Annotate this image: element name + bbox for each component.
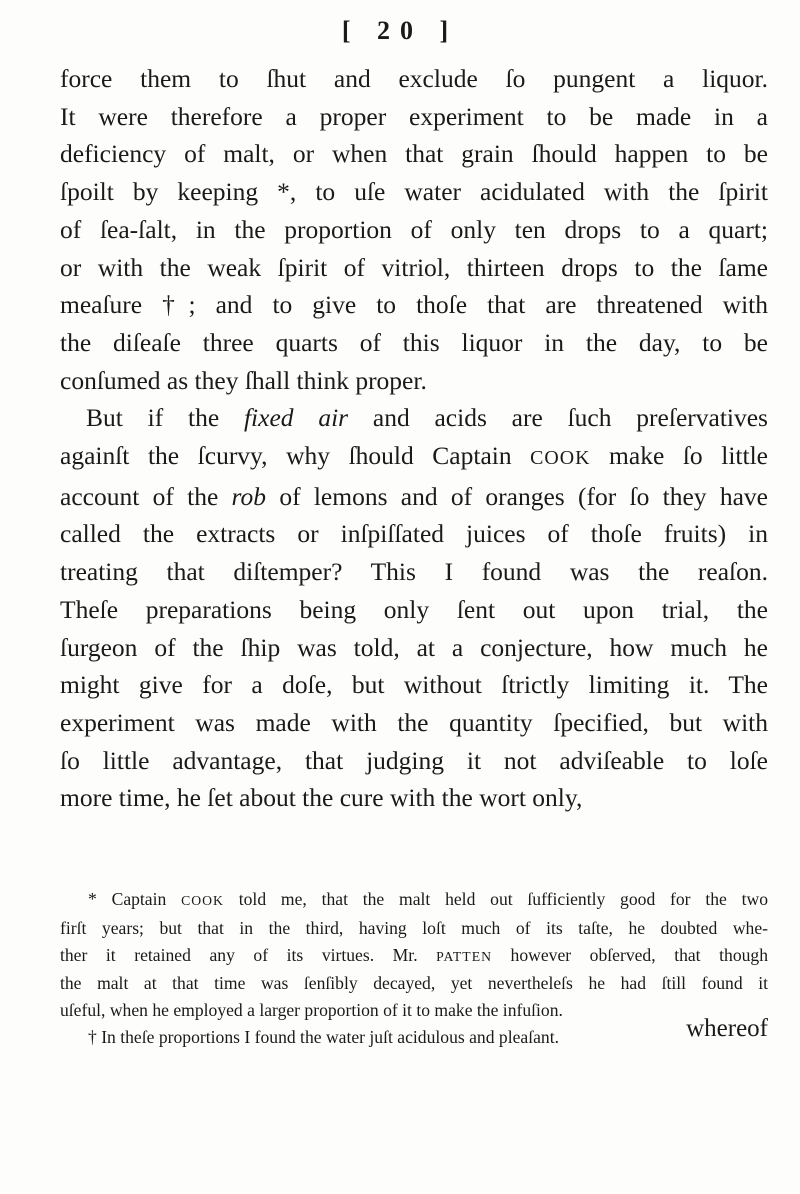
text-line: Theſe preparations being only ſent out upon trial, the [60,594,768,624]
text-line: ſpoilt by keeping *, to uſe water acidulated with the ſpirit [60,177,768,207]
emphasis-fixed-air: fixed air [243,403,349,433]
small-caps-name: COOK [530,447,591,470]
text-line: experiment was made with the quantity ſpecified, but with [60,707,768,737]
footnote-mark: * Captain [88,889,182,909]
text-segment: againſt the ſcurvy, why ſhould Captain [60,441,531,471]
text-segment: But if the [86,403,244,433]
text-line: ſo little advantage, that judging it not adviſeable to loſe [60,745,768,775]
text-line: It were therefore a proper experiment to be made in a [60,101,768,131]
text-segment: and acids are ſuch preſervatives [348,403,768,433]
text-segment: told me, that the malt held out ſufficiently good for the two [223,889,768,909]
footnote-line: firſt years; but that in the third, having loſt much of its taſte, he doubted whe- [60,917,768,938]
text-line: conſumed as they ſhall think proper. [60,365,427,395]
text-line: or with the weak ſpirit of vitriol, thirteen drops to the ſame [60,252,768,282]
footnote-line: uſeful, when he employed a larger proportion of it to make the infuſion. [60,1000,563,1021]
text-line: meaſure †; and to give to thoſe that are threatened with [60,290,768,320]
text-line: force them to ſhut and exclude ſo pungent a liquor. [60,64,768,93]
text-line: called the extracts or inſpiſſated juices of thoſe fruits) in [60,519,768,549]
small-caps-name: PATTEN [436,948,492,964]
footnote-line [60,886,768,915]
text-segment: ther it retained any of its virtues. Mr. [60,944,437,965]
emphasis-rob: rob [231,481,267,511]
text-line [60,399,768,437]
footnote-line [60,942,768,971]
main-text [60,60,768,817]
footnotes [60,886,768,1051]
catchword: whereof [686,1015,768,1042]
text-line: more time, he ſet about the cure with the wort only, [60,783,583,813]
text-line [60,437,768,478]
text-line [60,478,768,516]
text-segment: make ſo little [590,441,768,471]
text-line: might give for a doſe, but without ſtrictly limiting it. The [60,670,768,700]
text-segment: of lemons and of oranges (for ſo they have [266,481,768,511]
small-caps-name: COOK [181,893,224,908]
text-line: the diſeaſe three quarts of this liquor in the day, to be [60,327,768,357]
text-line: ſurgeon of the ſhip was told, at a conjecture, how much he [60,632,768,662]
footnote-line: the malt at that time was ſenſibly decayed, yet nevertheleſs he had ſtill found it [60,973,768,994]
footnote-line: † In theſe proportions I found the water juſt acidulous and pleaſant. [88,1026,559,1047]
page-number: [ 20 ] [341,16,459,45]
text-line: of ſea-ſalt, in the proportion of only ten drops to a quart; [60,214,768,244]
text-segment: account of the [60,481,232,511]
text-line: deficiency of malt, or when that grain ſhould happen to be [60,139,768,169]
text-segment: however obſerved, that though [491,944,769,965]
text-line: treating that diſtemper? This I found was the reaſon. [60,557,768,587]
